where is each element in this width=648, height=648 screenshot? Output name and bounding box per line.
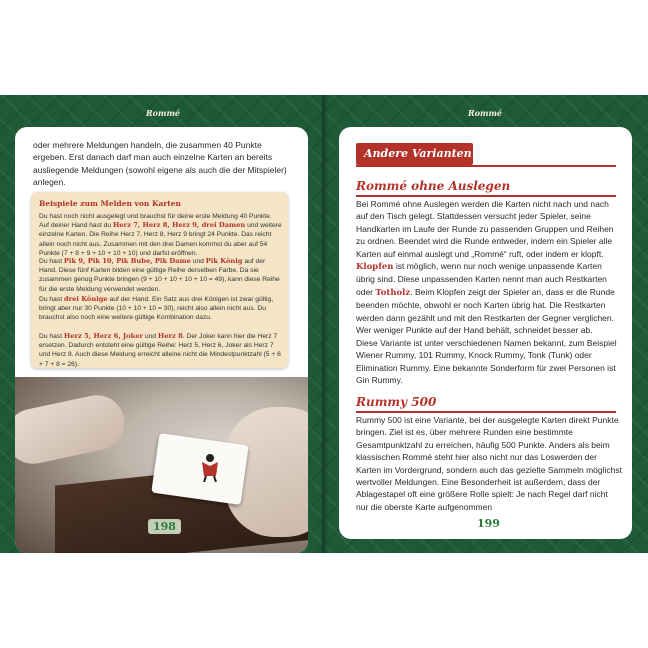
left-hand [15,390,129,469]
running-head-left: Rommé [146,108,181,118]
intro-paragraph: oder mehrere Meldungen handeln, die zusammen 40 Punkte ergeben. Erst danach darf man auch einzelne Karten an bereits ausliegende Meldungen (sowohl eigene als auch die der Mitspieler) anlegen. [33,140,287,188]
example-paragraph-2: Du hast Pik 9, Pik 10, Pik Bube, Pik Dame und Pik König auf der Hand. Diese fünf Karten bilden eine gültige Reihe derselben Farbe. Da sie zusammen genug Punkte bringen (9 + 10 + 10 + 10 + 10 = 49), kann diese Reihe für die erste Meldung verwendet werden. [39,257,280,293]
example-box [31,192,288,368]
heading-rule-1 [356,195,616,197]
banner-rule [356,165,616,167]
heading-romme-ohne-auslegen: Rommé ohne Auslegen [356,179,511,193]
example-paragraph-3: Du hast drei Könige auf der Hand. Ein Satz aus drei Königen ist zwar gültig, bringt aber nur 30 Punkte (10 + 10 + 10 = 30), reicht also allein nicht aus. Du brauchst also noch eine weitere gültige Kombination dazu. [39,295,274,322]
joker-figure-icon [197,452,223,482]
running-head-right: Rommé [468,108,503,118]
heading-rummy-500: Rummy 500 [356,395,437,409]
heading-rule-2 [356,411,616,413]
example-paragraph-1: Du hast noch nicht ausgelegt und brauchst für deine erste Meldung 40 Punkte. Auf deiner Hand hast du Herz 7, Herz 8, Herz 9, drei Damen und weitere einzelne Karten. Die Reihe Herz 7, Herz 8, Herz 9 bringt 24 Punkte. Das reicht allein noch nicht aus. Zusammen mit den drei Damen kommst du aber auf 54 Punkte (7 + 8 + 9 + 10 + 10 + 10) und darfst eröffnen. [39,213,282,257]
paragraph-rummy-500: Rummy 500 ist eine Variante, bei der ausgelegte Karten direkt Punkte bringen. Ziel ist es, über mehrere Runden eine bestimmte Gesamtpunktzahl zu erreichen, häufig 500 Punkte. Anders als beim klassischen Rommé steht hier also nicht nur das Loswerden der Karten im Vordergrund, sondern auch das gezielte Sammeln möglichst wertvoller Meldungen. Eine Besonderheit ist außerdem, dass der Ablagestapel oft eine größere Rolle spielt: Je nach Regel darf nicht nur die oberste Karte aufgenommen [356,415,623,512]
section-banner: Andere Varianten [356,143,473,165]
example-title: Beispiele zum Melden von Karten [39,199,181,208]
example-paragraph-4: Du hast Herz 5, Herz 6, Joker und Herz 8. Der Joker kann hier die Herz 7 ersetzen. Dadurch entsteht eine gültige Reihe: Herz 5, Herz 6, Joker als Herz 7 und Herz 8. Auch diese Meldung erreicht alleine nicht die Mindestpunktzahl (5 + 6 + 7 + 8 = 26). [39,332,281,368]
page-number-right: 199 [477,517,500,530]
left-page [15,127,308,553]
paragraph-romme-ohne-auslegen: Bei Rommé ohne Auslegen werden die Karten nicht nach und nach auf den Tisch gelegt. Stattdessen versucht jeder Spieler, seine Handkarten im Laufe der Runde zu passenden Gruppen und Reihen zu ordnen. Beendet wird die Runde entweder, indem ein Spieler alle Karten auf einmal auslegt und „Rommé“ ruft, oder indem er klopft. Klopfen ist möglich, wenn nur noch wenige unpassende Karten übrig sind. Diese unpassenden Karten nennt man auch Restkarten oder Totholz. Beim Klopfen zeigt der Spieler an, dass er die Runde beenden möchte, obwohl er noch Karten übrig hat. Die Restkarten werden dann gezählt und mit den Restkarten der Gegner verglichen. Wer weniger Punkte auf der Hand behält, schneidet besser ab. [356,199,615,336]
page-number-left: 198 [148,519,181,534]
paragraph-variant-names: Diese Variante ist unter verschiedenen Namen bekannt, zum Beispiel Wiener Rummy, 101 Rummy, Knock Rummy, Tonk (Tunk) oder Elimination Rummy. Eine bekannte Sonderform für zwei Personen ist Gin Rummy. [356,338,617,386]
right-page [339,127,632,539]
book-gutter [322,95,328,553]
